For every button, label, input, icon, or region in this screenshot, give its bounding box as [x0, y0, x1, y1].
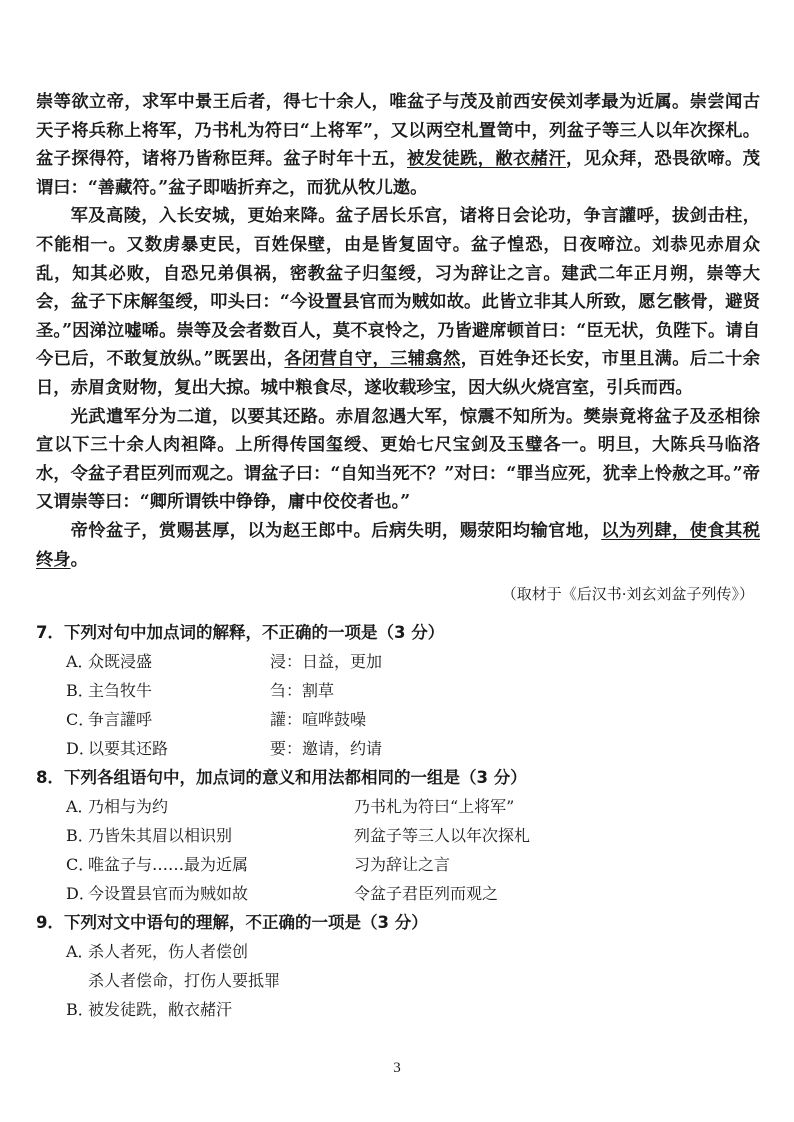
question-7-title: 7．下列对句中加点词的解释，不正确的一项是（3 分）	[36, 623, 445, 642]
question-9-option-b: B． 被发徒跣，敝衣赭汗	[66, 1000, 233, 1019]
underlined-phrase: 以为列肆，使食其税终身	[36, 520, 760, 570]
passage-paragraph-1: 崇等欲立帝，求军中景王后者，得七十余人，唯盆子与茂及前西安侯刘孝最为近属。崇尝闻古天子将兵称上将军，乃书札为符曰“上将军”，又以两空札置笥中，列盆子等三人以年次探札。盆子探得符，诸将乃皆称臣拜。盆子时年十五，被发徒跣，敝衣赭汗，见众拜，恐畏欲啼。茂谓曰：“善藏符。”盆子即啮折弃之，而犹从牧儿遨。	[36, 92, 760, 198]
question-8-option-a: A． 乃相与为约 乃书札为符曰“上将军”	[66, 797, 515, 816]
page-number: 3	[393, 1060, 401, 1076]
passage-paragraph-2: 军及高陵，入长安城，更始来降。盆子居长乐宫，诸将日会论功，争言讙呼，拔剑击柱，不能相一。又数虏暴吏民，百姓保壁，由是皆复固守。盆子惶恐，日夜啼泣。刘恭见赤眉众乱，知其必败，自恐兄弟俱祸，密教盆子归玺绶，习为辞让之言。建武二年正月朔，崇等大会，盆子下床解玺绶，叩头曰：“今设置县官而为贼如故。此皆立非其人所致，愿乞骸骨，避贤圣。”因涕泣嘘唏。崇等及会者数百人，莫不哀怜之，乃皆避席顿首曰：“臣无状，负陛下。请自今已后，不敢复放纵。”既罢出，各闭营自守，三辅翕然，百姓争还长安，市里且满。后二十余日，赤眉贪财物，复出大掠。城中粮食尽，遂收载珍宝，因大纵火烧宫室，引兵而西。	[36, 206, 760, 398]
question-7-option-c: C． 争言讙呼 讙：喧哗鼓噪	[66, 710, 367, 729]
question-8-option-d: D． 今设置县官而为贼如故 令盆子君臣列而观之	[66, 884, 499, 903]
questions-section	[36, 618, 760, 1024]
question-8-option-c: C． 唯盆子与……最为近属 习为辞让之言	[66, 855, 451, 874]
underlined-phrase: 各闭营自守，三辅翕然	[284, 349, 461, 370]
question-8-title: 8．下列各组语句中，加点词的意义和用法都相同的一组是（3 分）	[36, 768, 527, 787]
question-8-option-b: B． 乃皆朱其眉以相识别 列盆子等三人以年次探札	[66, 826, 531, 845]
underlined-phrase: 被发徒跣，敝衣赭汗	[407, 149, 567, 170]
question-9-option-a: A． 杀人者死，伤人者偿创	[66, 942, 249, 961]
question-7-option-d: D． 以要其还路 要：邀请，约请	[66, 739, 383, 758]
classical-passage	[36, 88, 760, 609]
passage-paragraph-3: 光武遣军分为二道，以要其还路。赤眉忽遇大军，惊震不知所为。樊崇竟将盆子及丞相徐宣以下三十余人肉袒降。上所得传国玺绶、更始七尺宝剑及玉璧各一。明旦，大陈兵马临洛水，令盆子君臣列而观之。谓盆子曰：“自知当死不？”对曰：“罪当应死，犹幸上怜赦之耳。”帝又谓崇等曰：“卿所谓铁中铮铮，庸中佼佼者也。”	[36, 406, 760, 513]
question-7-option-b: B． 主刍牧牛 刍：割草	[66, 681, 335, 700]
passage-paragraph-4: 帝怜盆子，赏赐甚厚，以为赵王郎中。后病失明，赐荥阳均输官地，以为列肆，使食其税终身。	[36, 520, 760, 570]
question-9-title: 9．下列对文中语句的理解，不正确的一项是（3 分）	[36, 913, 428, 932]
passage-source: （取材于《后汉书·刘玄刘盆子列传》）	[501, 585, 754, 604]
question-7-option-a: A． 众既浸盛 浸：日益，更加	[66, 652, 383, 671]
question-9-option-a-interpretation: 杀人者偿命，打伤人要抵罪	[88, 971, 281, 990]
